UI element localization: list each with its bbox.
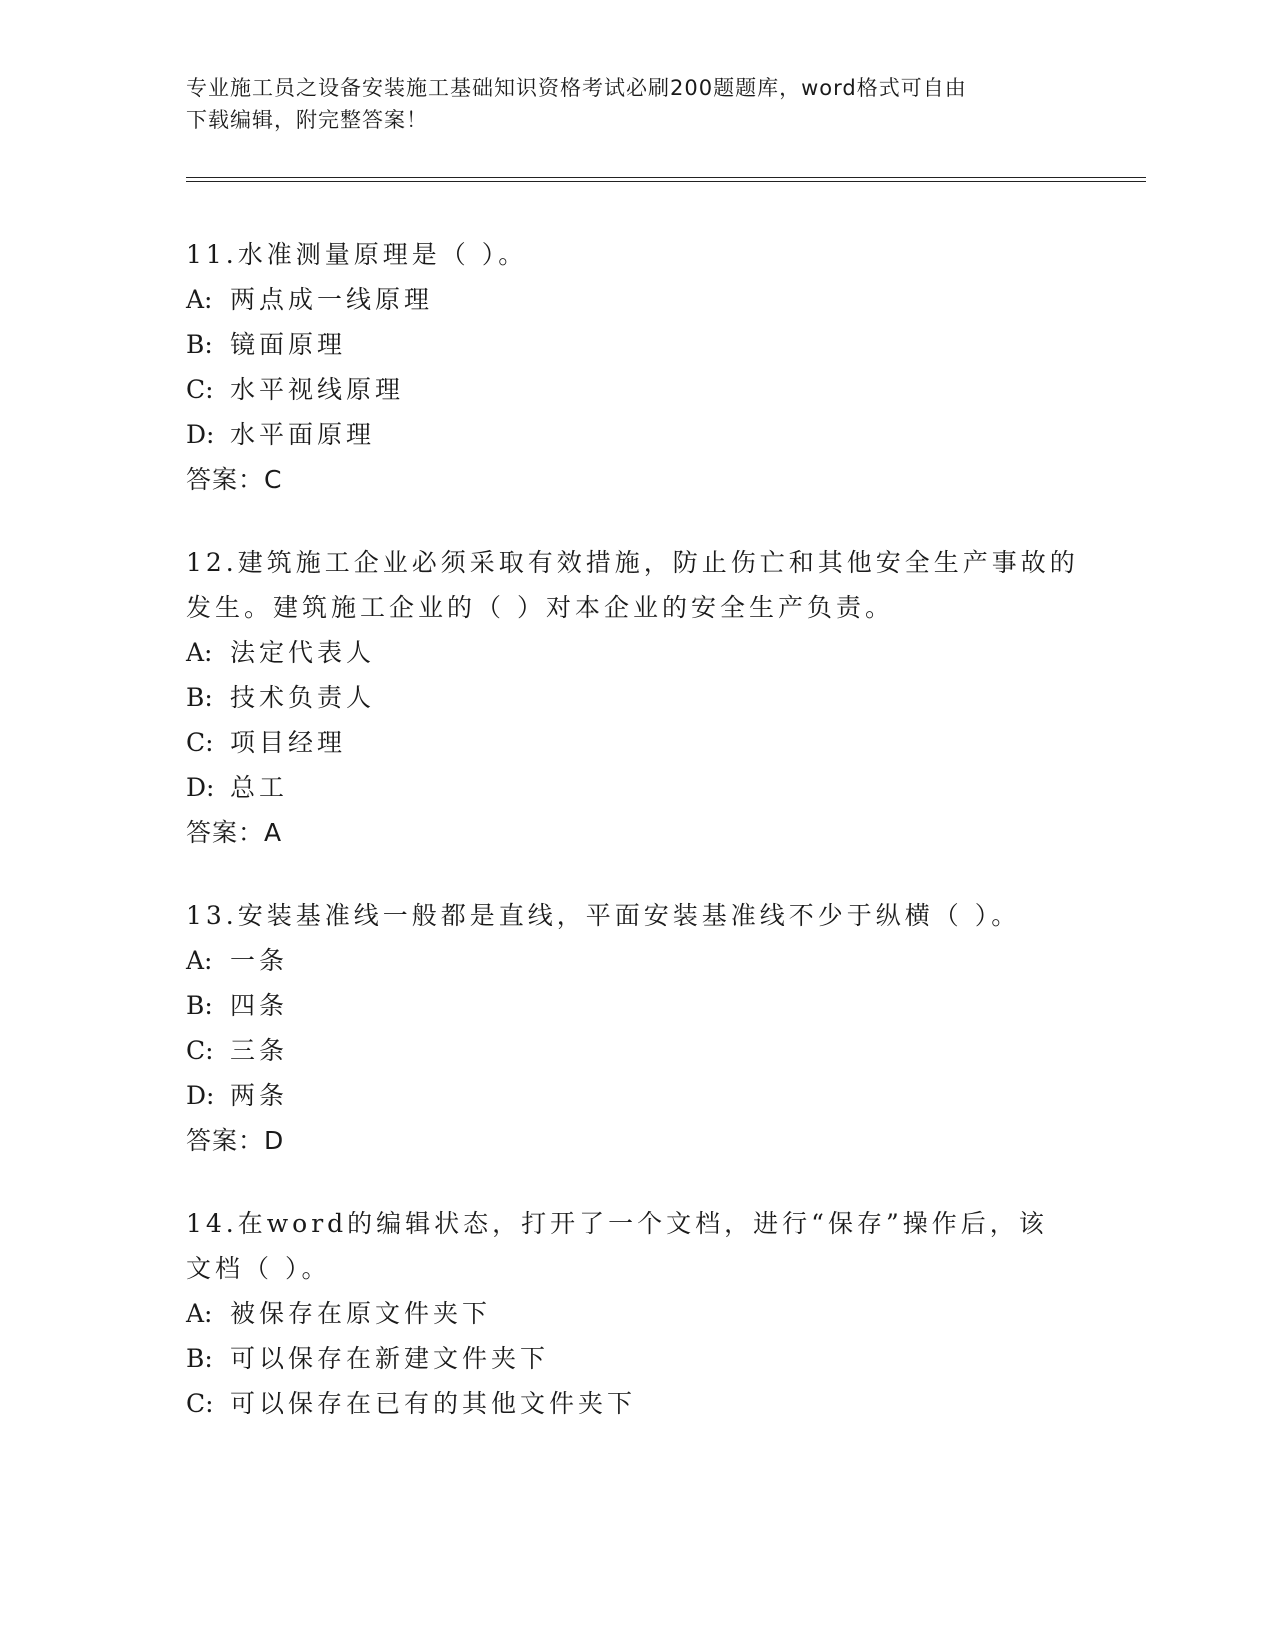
option-letter: D: bbox=[186, 773, 215, 802]
header-divider-top bbox=[186, 177, 1146, 178]
header-divider-bottom bbox=[186, 181, 1146, 182]
option-letter: B: bbox=[186, 1344, 213, 1373]
option-text: 四条 bbox=[230, 991, 289, 1020]
option-letter: B: bbox=[186, 330, 213, 359]
option-letter: B: bbox=[186, 991, 213, 1020]
option-letter: D: bbox=[186, 420, 215, 449]
question-stem-line: 11.水准测量原理是（ ）。 bbox=[186, 240, 528, 269]
option-letter: A: bbox=[186, 285, 213, 314]
header-line-1: 专业施工员之设备安装施工基础知识资格考试必刷200题题库，word格式可自由 bbox=[186, 76, 967, 100]
question-stem-line: 13.安装基准线一般都是直线，平面安装基准线不少于纵横（ ）。 bbox=[186, 901, 1021, 930]
option-letter: A: bbox=[186, 1299, 213, 1328]
option-b bbox=[186, 675, 1086, 720]
option-b bbox=[186, 1336, 1086, 1381]
option-letter: A: bbox=[186, 946, 213, 975]
question-stem bbox=[186, 1201, 1086, 1291]
option-text: 技术负责人 bbox=[230, 683, 376, 712]
option-text: 项目经理 bbox=[230, 728, 347, 757]
option-c bbox=[186, 1381, 1086, 1426]
option-text: 两条 bbox=[230, 1081, 289, 1110]
option-text: 可以保存在已有的其他文件夹下 bbox=[230, 1389, 637, 1418]
option-d bbox=[186, 1073, 1086, 1118]
option-a bbox=[186, 277, 1086, 322]
option-d bbox=[186, 765, 1086, 810]
option-text: 三条 bbox=[230, 1036, 289, 1065]
question-stem-line: 14.在word的编辑状态，打开了一个文档，进行“保存”操作后，该 bbox=[186, 1209, 1048, 1238]
option-letter: A: bbox=[186, 638, 213, 667]
option-text: 镜面原理 bbox=[230, 330, 347, 359]
option-text: 水平面原理 bbox=[230, 420, 376, 449]
option-text: 可以保存在新建文件夹下 bbox=[230, 1344, 550, 1373]
option-a bbox=[186, 1291, 1086, 1336]
question-14 bbox=[186, 1201, 1086, 1426]
header-line-2: 下载编辑，附完整答案！ bbox=[186, 108, 428, 132]
question-stem-line: 发生。建筑施工企业的（ ）对本企业的安全生产负责。 bbox=[186, 593, 894, 622]
option-d bbox=[186, 412, 1086, 457]
question-stem bbox=[186, 893, 1086, 938]
option-text: 被保存在原文件夹下 bbox=[230, 1299, 492, 1328]
option-letter: C: bbox=[186, 728, 214, 757]
document-header bbox=[186, 72, 1066, 136]
option-letter: C: bbox=[186, 1036, 214, 1065]
question-13 bbox=[186, 893, 1086, 1163]
option-text: 法定代表人 bbox=[230, 638, 376, 667]
question-list bbox=[186, 232, 1086, 1464]
question-11 bbox=[186, 232, 1086, 502]
answer-line: 答案：C bbox=[186, 465, 283, 494]
answer-line: 答案：D bbox=[186, 1126, 285, 1155]
question-stem-line: 文档（ ）。 bbox=[186, 1254, 331, 1283]
option-c bbox=[186, 367, 1086, 412]
option-text: 两点成一线原理 bbox=[230, 285, 434, 314]
option-letter: C: bbox=[186, 1389, 214, 1418]
answer-line: 答案：A bbox=[186, 818, 283, 847]
question-stem bbox=[186, 232, 1086, 277]
option-b bbox=[186, 322, 1086, 367]
question-stem-line: 12.建筑施工企业必须采取有效措施，防止伤亡和其他安全生产事故的 bbox=[186, 548, 1079, 577]
question-stem bbox=[186, 540, 1086, 630]
option-letter: B: bbox=[186, 683, 213, 712]
option-c bbox=[186, 1028, 1086, 1073]
option-text: 总工 bbox=[230, 773, 289, 802]
option-a bbox=[186, 630, 1086, 675]
option-a bbox=[186, 938, 1086, 983]
option-letter: D: bbox=[186, 1081, 215, 1110]
option-c bbox=[186, 720, 1086, 765]
option-text: 一条 bbox=[230, 946, 289, 975]
option-letter: C: bbox=[186, 375, 214, 404]
option-b bbox=[186, 983, 1086, 1028]
option-text: 水平视线原理 bbox=[230, 375, 405, 404]
question-12 bbox=[186, 540, 1086, 855]
